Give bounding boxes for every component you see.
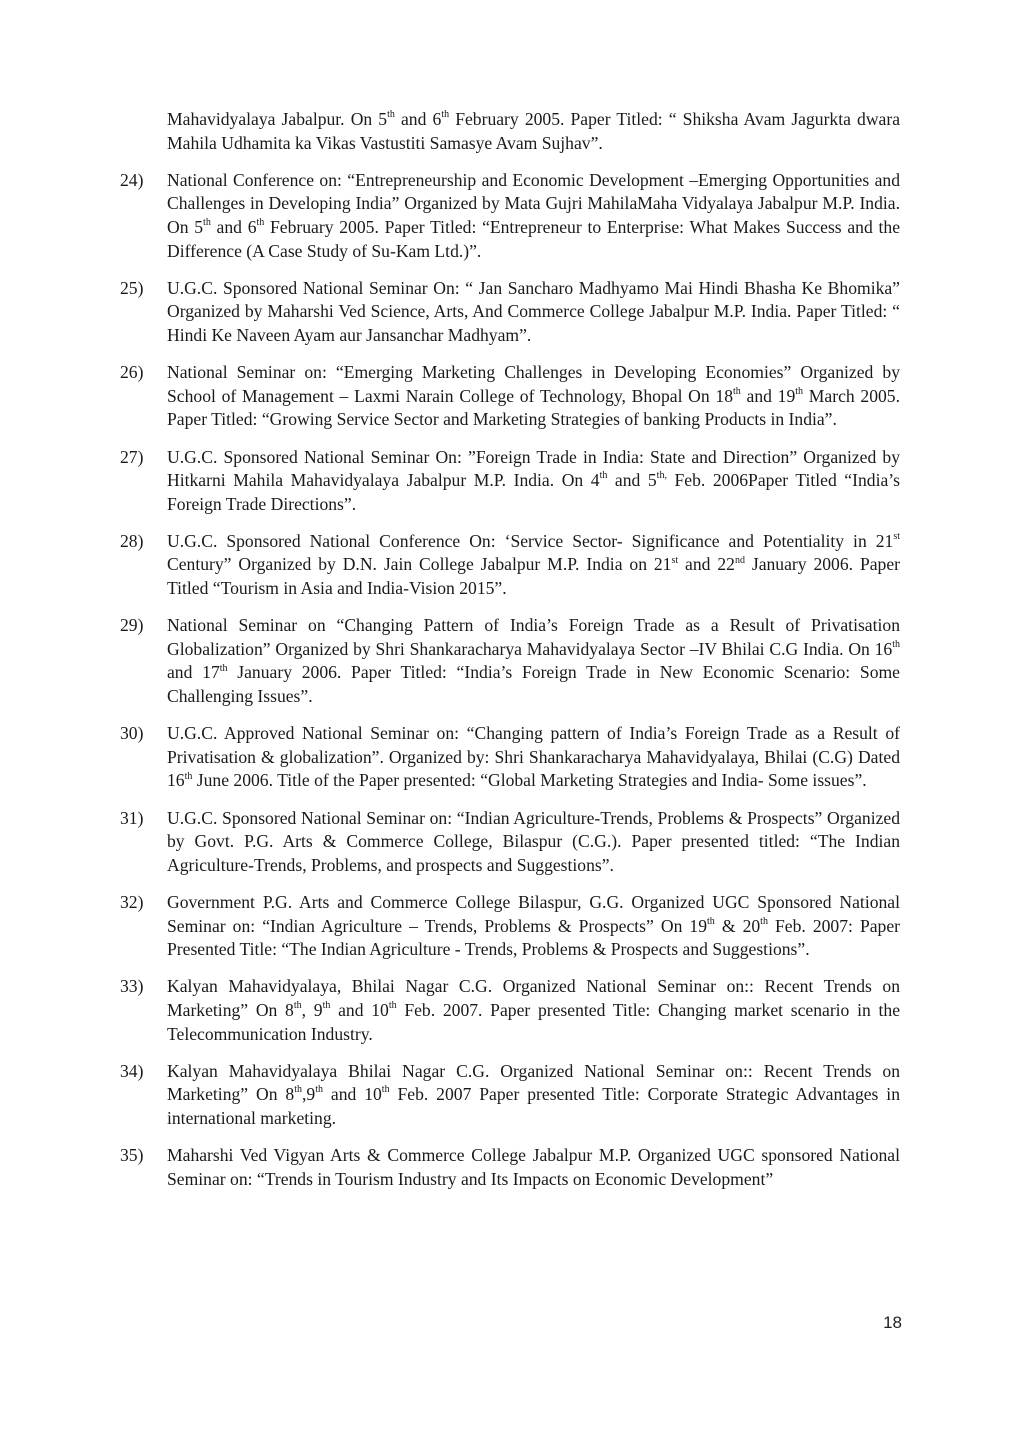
list-item: [120, 169, 900, 263]
list-item: [120, 530, 900, 601]
entry-text: [167, 722, 900, 793]
entry-number: 29): [120, 615, 144, 636]
entry-number: 31): [120, 807, 144, 828]
text-run: June 2006. Title of the Paper presented: “Global Marketing Strategies and India- Some issues”.: [192, 770, 867, 791]
text-run: National Conference on: “Entrepreneurship and Economic Development –Emerging Opportunities and Challenges in Developing India” Organized by Mata Gujri MahilaMaha Vidyalaya Jabalpur M.P. India. On 5: [167, 169, 900, 237]
entry-number: 26): [120, 362, 144, 383]
ordinal-superscript: th: [441, 109, 450, 121]
text-run: February 2005. Paper Titled: “Entrepreneur to Enterprise: What Makes Success and the Difference (A Case Study of Su-Kam Ltd.)”.: [167, 216, 901, 261]
text-run: and 19: [740, 385, 796, 406]
ordinal-superscript: th: [203, 217, 211, 229]
text-run: ,9: [302, 1084, 316, 1105]
entry-text: [167, 361, 900, 432]
ordinal-superscript: th: [388, 1000, 397, 1012]
text-run: U.G.C. Sponsored National Seminar on: “Indian Agriculture-Trends, Problems & Prospects” Organized by Govt. P.G. Arts & Commerce College, Bilaspur (C.G.). Paper presented titled: “The Indian Agriculture-Trends, Problems, and prospects and Suggestions”.: [167, 807, 900, 875]
text-run: Feb. 2007: Paper Presented Title: “The Indian Agriculture - Trends, Problems & Prospects and Suggestions”.: [167, 915, 900, 960]
text-run: Mahavidyalaya Jabalpur. On 5: [167, 109, 388, 129]
ordinal-superscript: th: [387, 109, 395, 121]
text-run: U.G.C. Approved National Seminar on: “Changing pattern of India’s Foreign Trade as a Result of Privatisation & globalization”. Organized by: Shri Shankaracharya Mahavidyalaya, Bhilai (C.G) Dated 16: [167, 723, 900, 791]
list-item: [120, 807, 900, 878]
text-run: Maharshi Ved Vigyan Arts & Commerce College Jabalpur M.P. Organized UGC sponsored National Seminar on: “Trends in Tourism Industry and Its Impacts on Economic Development”: [167, 1145, 900, 1189]
entry-text: [167, 530, 900, 601]
ordinal-superscript: th: [760, 915, 768, 927]
list-item: [120, 446, 900, 517]
entry-text: [167, 1060, 900, 1131]
ordinal-superscript: th: [256, 217, 265, 229]
text-run: and 22: [678, 554, 735, 575]
list-item: [120, 1144, 900, 1191]
entry-number: 34): [120, 1060, 144, 1081]
text-run: January 2006. Paper Titled “Tourism in Asia and India-Vision 2015”.: [167, 554, 900, 599]
ordinal-superscript: th: [795, 385, 804, 397]
ordinal-superscript: th: [381, 1084, 390, 1096]
entry-text: [167, 975, 900, 1046]
ordinal-superscript: th: [294, 1084, 302, 1096]
list-item: [120, 1060, 900, 1131]
ordinal-superscript: th: [219, 662, 228, 674]
ordinal-superscript: th: [315, 1084, 323, 1096]
text-run: U.G.C. Sponsored National Seminar On: “ Jan Sancharo Madhyamo Mai Hindi Bhasha Ke Bhomika” Organized by Maharshi Ved Science, Arts, And Commerce College Jabalpur M.P. India. Paper Titled: “ Hindi Ke Naveen Ayam aur Jansanchar Madhyam”.: [167, 277, 900, 345]
list-item: [120, 361, 900, 432]
text-run: and 17: [167, 662, 220, 683]
text-run: U.G.C. Sponsored National Seminar On: ”Foreign Trade in India: State and Direction” Organized by Hitkarni Mahila Mahavidyalaya Jabalpur M.P. India. On 4: [167, 446, 900, 491]
entry-number: 24): [120, 169, 144, 190]
list-item: [120, 277, 900, 348]
ordinal-superscript: th: [599, 470, 608, 482]
ordinal-superscript: th: [293, 1000, 302, 1012]
page-number: 18: [883, 1313, 902, 1332]
ordinal-superscript: th: [733, 385, 741, 397]
text-run: and 10: [330, 999, 389, 1020]
text-run: February 2005. Paper Titled: “ Shiksha Avam Jagurkta dwara Mahila Udhamita ka Vikas Vastustiti Samasye Avam Sujhav”.: [167, 109, 901, 153]
text-run: National Seminar on: “Emerging Marketing Challenges in Developing Economies” Organized by School of Management – Laxmi Narain College of Technology, Bhopal On 18: [167, 362, 900, 406]
text-run: , 9: [301, 999, 323, 1020]
entry-list: [120, 169, 900, 1192]
entry-number: 27): [120, 446, 144, 467]
entry-text: [167, 1144, 900, 1191]
text-run: and 6: [210, 216, 257, 237]
ordinal-superscript: th: [184, 770, 193, 782]
text-run: National Seminar on “Changing Pattern of India’s Foreign Trade as a Result of Privatisation Globalization” Organized by Shri Shankaracharya Mahavidyalaya Sector –IV Bhilai C.G India. On 16: [167, 615, 900, 659]
list-item: [120, 722, 900, 793]
entry-text: [167, 277, 900, 348]
text-run: and 6: [394, 109, 442, 129]
text-run: Kalyan Mahavidyalaya Bhilai Nagar C.G. Organized National Seminar on:: Recent Trends on Marketing” On 8: [167, 1060, 900, 1105]
text-run: and 5: [607, 470, 657, 491]
continued-paragraph: [167, 108, 900, 155]
ordinal-superscript: th,: [656, 470, 667, 482]
entry-text: [167, 891, 900, 962]
entry-text: [167, 807, 900, 878]
ordinal-superscript: th: [707, 915, 715, 927]
text-run: and 10: [322, 1084, 382, 1105]
ordinal-superscript: th: [892, 638, 900, 650]
page-content: [120, 108, 900, 1205]
ordinal-superscript: th: [322, 1000, 331, 1012]
text-run: Feb. 2007 Paper presented Title: Corporate Strategic Advantages in international marketing.: [167, 1084, 900, 1128]
text-run: Century” Organized by D.N. Jain College Jabalpur M.P. India on 21: [167, 554, 672, 575]
entry-number: 25): [120, 277, 144, 298]
entry-number: 32): [120, 891, 144, 912]
text-run: & 20: [714, 915, 761, 936]
list-item: [120, 891, 900, 962]
entry-number: 28): [120, 530, 144, 551]
ordinal-superscript: st: [893, 531, 900, 543]
text-run: Government P.G. Arts and Commerce College Bilaspur, G.G. Organized UGC Sponsored National Seminar on: “Indian Agriculture – Trends, Problems & Prospects” On 19: [167, 891, 900, 936]
entry-text: [167, 169, 900, 263]
text-run: Kalyan Mahavidyalaya, Bhilai Nagar C.G. Organized National Seminar on:: Recent Trends on Marketing” On 8: [167, 976, 900, 1020]
list-item: [120, 614, 900, 708]
text-run: Feb. 2007. Paper presented Title: Changing market scenario in the Telecommunication Industry.: [167, 999, 900, 1044]
text-run: U.G.C. Sponsored National Conference On: ‘Service Sector- Significance and Potentiality in 21: [167, 530, 894, 551]
text-run: Feb. 2006Paper Titled “India’s Foreign Trade Directions”.: [167, 470, 900, 514]
ordinal-superscript: nd: [734, 554, 745, 566]
ordinal-superscript: st: [671, 554, 679, 566]
entry-number: 30): [120, 723, 144, 744]
text-run: January 2006. Paper Titled: “India’s Foreign Trade in New Economic Scenario: Some Challenging Issues”.: [167, 662, 900, 707]
text-run: March 2005. Paper Titled: “Growing Service Sector and Marketing Strategies of banking Products in India”.: [167, 385, 900, 430]
entry-text: [167, 614, 900, 708]
entry-text: [167, 446, 900, 517]
entry-number: 33): [120, 976, 144, 997]
list-item: [120, 975, 900, 1046]
entry-number: 35): [120, 1145, 144, 1166]
